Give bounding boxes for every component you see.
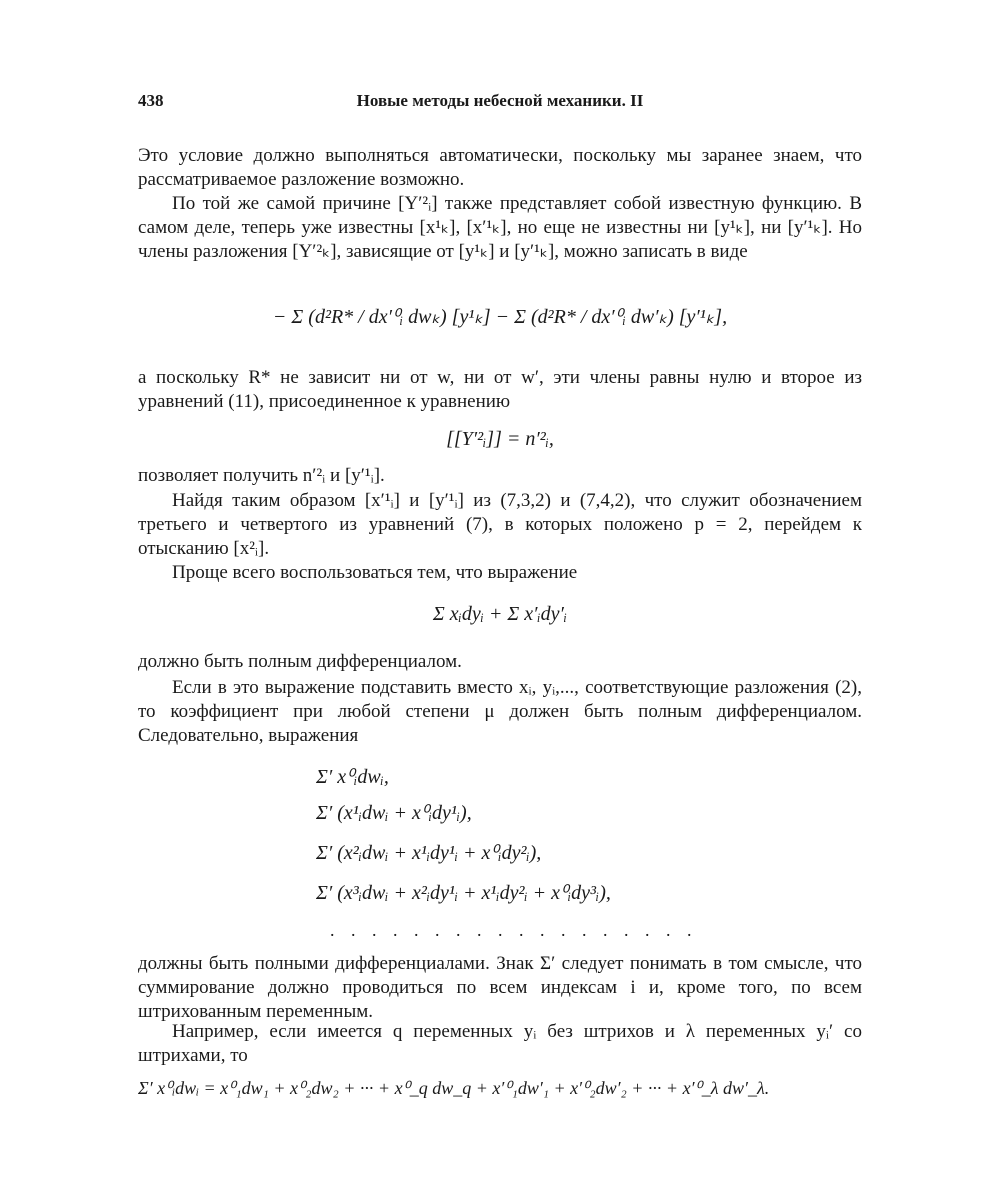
paragraph-1: Это условие должно выполняться автоматически, поскольку мы заранее знаем, что рассматриваемое разложение возможно. xyxy=(138,145,862,190)
series-line-1: Σ′ x⁰ᵢdwᵢ, xyxy=(316,766,389,788)
paragraph-3: а поскольку R* не зависит ни от w, ни от w′, эти члены равны нулю и второе из уравнений (11), присоединенное к уравнению xyxy=(138,367,862,412)
running-title: Новые методы небесной механики. II xyxy=(356,91,644,110)
paragraph-9: должны быть полными дифференциалами. Знак Σ′ следует понимать в том смысле, что суммирование должно проводиться по всем индексам i и, кроме того, по всем штрихованным переменным. xyxy=(138,953,862,1022)
series-line-2: Σ′ (x¹ᵢdwᵢ + x⁰ᵢdy¹ᵢ), xyxy=(316,802,472,824)
series-line-4: Σ′ (x³ᵢdwᵢ + x²ᵢdy¹ᵢ + x¹ᵢdy²ᵢ + x⁰ᵢdy³ᵢ), xyxy=(316,882,611,904)
paragraph-6: Проще всего воспользоваться тем, что выражение xyxy=(172,562,578,583)
formula-second-derivative-sum: − Σ (d²R* / dx′⁰ᵢ dwₖ) [y¹ₖ] − Σ (d²R* / dx′⁰ᵢ dw′ₖ) [y′¹ₖ], xyxy=(272,306,728,328)
paragraph-8: Если в это выражение подставить вместо xᵢ, yᵢ,..., соответствующие разложения (2), то коэффициент при любой степени μ должен быть полным дифференциалом. Следовательно, выражения xyxy=(138,677,862,746)
formula-expanded-sum: Σ′ x⁰ᵢdwᵢ = x⁰₁dw₁ + x⁰₂dw₂ + ··· + x⁰_q dw_q + x′⁰₁dw′₁ + x′⁰₂dw′₂ + ··· + x′⁰_λ dw′_λ. xyxy=(138,1078,770,1098)
continuation-dots: . . . . . . . . . . . . . . . . . . xyxy=(330,920,698,940)
page-number: 438 xyxy=(138,91,164,110)
formula-total-differential: Σ xᵢdyᵢ + Σ x′ᵢdy′ᵢ xyxy=(432,603,568,625)
paragraph-7: должно быть полным дифференциалом. xyxy=(138,651,462,672)
paragraph-2: По той же самой причине [Y′²ᵢ] также представляет собой известную функцию. В самом деле, теперь уже известны [x¹ₖ], [x′¹ₖ], но еще не известны ни [y¹ₖ], ни [y′¹ₖ]. Но члены разложения [Y′²ₖ], зависящие от [y¹ₖ] и [y′¹ₖ], можно записать в виде xyxy=(138,193,862,262)
paragraph-5: Найдя таким образом [x′¹ᵢ] и [y′¹ᵢ] из (7,3,2) и (7,4,2), что служит обозначением третьего и четвертого из уравнений (7), в которых положено p = 2, перейдем к отысканию [x²ᵢ]. xyxy=(138,490,862,559)
paragraph-10: Например, если имеется q переменных yᵢ без штрихов и λ переменных yᵢ′ со штрихами, то xyxy=(138,1021,862,1066)
paragraph-4: позволяет получить n′²ᵢ и [y′¹ᵢ]. xyxy=(138,465,385,486)
series-line-3: Σ′ (x²ᵢdwᵢ + x¹ᵢdy¹ᵢ + x⁰ᵢdy²ᵢ), xyxy=(316,842,542,864)
formula-bracket-equation: [[Y′²ᵢ]] = n′²ᵢ, xyxy=(446,428,554,450)
